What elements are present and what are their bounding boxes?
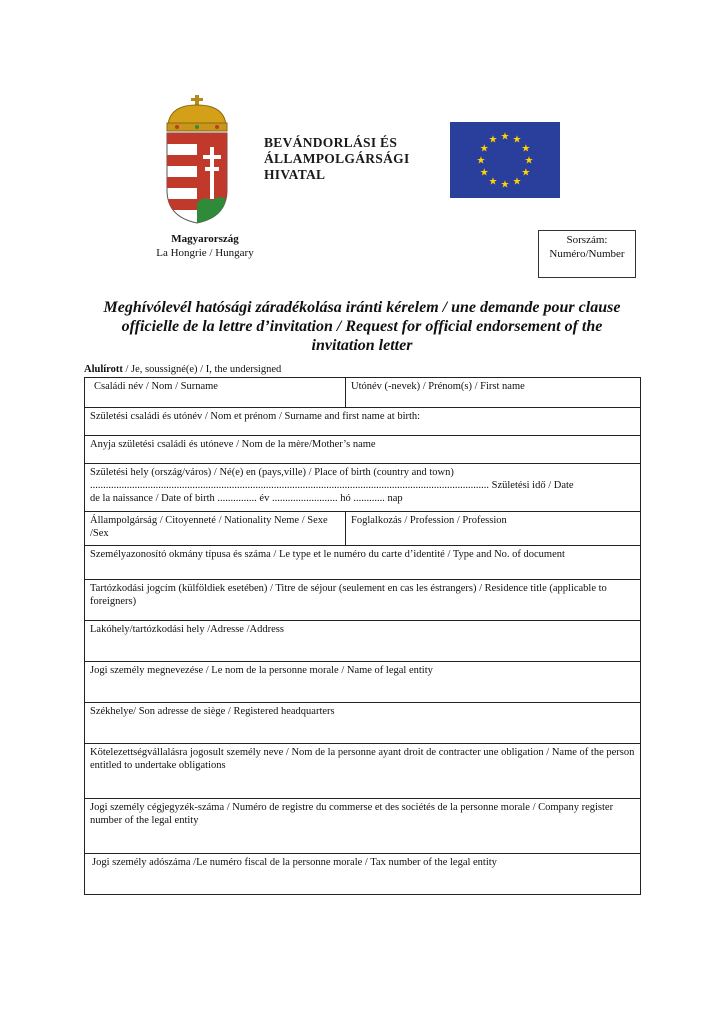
eu-star-icon: ★ <box>512 176 522 188</box>
row-birth-place <box>85 464 641 512</box>
country-fr-en: La Hongrie / Hungary <box>156 247 254 259</box>
id-document-label: Személyazonosító okmány típusa és száma / Le type et le numéro du carte d’identité / Type and No. of document <box>90 549 565 560</box>
eu-star-icon: ★ <box>500 179 510 191</box>
row-obligation-person <box>85 744 641 799</box>
application-form <box>84 377 641 895</box>
address-field[interactable] <box>85 621 641 662</box>
profession-field[interactable] <box>346 512 641 546</box>
row-mother-name <box>85 436 641 464</box>
tax-number-label: Jogi személy adószáma /Le numéro fiscal de la personne morale / Tax number of the legal entity <box>92 857 497 868</box>
row-birth-name <box>85 408 641 436</box>
row-address <box>85 621 641 662</box>
undersigned-rest: / Je, soussigné(e) / I, the undersigned <box>122 364 282 375</box>
row-company-register <box>85 799 641 854</box>
office-name-line2: ÁLLAMPOLGÁRSÁGI <box>264 151 410 166</box>
row-residence-title <box>85 580 641 621</box>
first-name-label: Utónév (-nevek) / Prénom(s) / First name <box>351 381 525 392</box>
eu-flag <box>450 122 560 198</box>
company-register-label: Jogi személy cégjegyzék-száma / Numéro de registre du commerse et des sociétés de la personne morale / Company register number of the legal entity <box>90 802 614 826</box>
birth-name-label: Születési családi és utónév / Nom et prénom / Surname and first name at birth: <box>90 411 421 422</box>
hungary-coat-of-arms <box>162 95 232 225</box>
country-hu: Magyarország <box>171 233 239 245</box>
title-line3: invitation letter <box>311 337 413 354</box>
eu-star-icon: ★ <box>521 167 531 179</box>
row-nationality <box>85 512 641 546</box>
row-id-document <box>85 546 641 580</box>
eu-star-icon: ★ <box>524 155 534 167</box>
birth-place-line1: Születési hely (ország/város) / Né(e) en (pays,ville) / Place of birth (country and town) <box>90 467 454 478</box>
eu-star-icon: ★ <box>521 143 531 155</box>
birth-place-field[interactable] <box>85 464 641 512</box>
eu-star-icon: ★ <box>479 143 489 155</box>
surname-field[interactable] <box>85 378 346 408</box>
eu-star-icon: ★ <box>488 134 498 146</box>
headquarters-label: Székhelye/ Son adresse de siège / Registered headquarters <box>90 706 335 717</box>
eu-star-icon: ★ <box>479 167 489 179</box>
title-line2: officielle de la lettre d’invitation / Request for official endorsement of the <box>121 318 603 335</box>
birth-name-field[interactable] <box>85 408 641 436</box>
legal-entity-name-field[interactable] <box>85 662 641 703</box>
serial-number-box[interactable] <box>538 230 636 278</box>
birth-place-line3: de la naissance / Date of birth ............... év ......................... hó ............ nap <box>90 493 403 504</box>
serial-label-hu: Sorszám: <box>566 234 608 246</box>
country-label <box>140 232 270 260</box>
id-document-field[interactable] <box>85 546 641 580</box>
nationality-label: Állampolgárság / Citoyenneté / Nationality Neme / Sexe /Sex <box>90 515 328 539</box>
obligation-person-field[interactable] <box>85 744 641 799</box>
eu-star-icon: ★ <box>512 134 522 146</box>
profession-label: Foglalkozás / Profession / Profession <box>351 515 507 526</box>
first-name-field[interactable] <box>346 378 641 408</box>
document-title <box>92 298 632 355</box>
office-name-line3: HIVATAL <box>264 167 326 182</box>
eu-star-icon: ★ <box>476 155 486 167</box>
row-headquarters <box>85 703 641 744</box>
office-name <box>264 135 434 183</box>
residence-title-field[interactable] <box>85 580 641 621</box>
nationality-field[interactable] <box>85 512 346 546</box>
title-line1: Meghívólevél hatósági záradékolása iránti kérelem / une demande pour clause <box>103 299 621 316</box>
office-name-line1: BEVÁNDORLÁSI ÉS <box>264 135 398 150</box>
mother-name-field[interactable] <box>85 436 641 464</box>
row-tax-number <box>85 854 641 895</box>
tax-number-field[interactable] <box>85 854 641 895</box>
row-legal-entity-name <box>85 662 641 703</box>
headquarters-field[interactable] <box>85 703 641 744</box>
eu-star-icon: ★ <box>488 176 498 188</box>
surname-label: Családi név / Nom / Surname <box>94 381 218 392</box>
obligation-person-label: Kötelezettségvállalásra jogosult személy neve / Nom de la personne ayant droit de contracter une obligation / Name of the person entitled to undertake obligations <box>90 747 635 771</box>
serial-label-fr-en: Numéro/Number <box>549 248 625 260</box>
address-label: Lakóhely/tartózkodási hely /Adresse /Address <box>90 624 284 635</box>
mother-name-label: Anyja születési családi és utóneve / Nom de la mère/Mother’s name <box>90 439 376 450</box>
company-register-field[interactable] <box>85 799 641 854</box>
undersigned-bold: Alulírott <box>84 364 123 375</box>
residence-title-label: Tartózkodási jogcím (külföldiek esetében) / Titre de séjour (seulement en cas les éstrangers) / Residence title (applicable to foreigners) <box>90 583 607 607</box>
birth-place-line2: ........................................................................................................................................................ Születési idő / Date <box>90 480 574 491</box>
eu-star-icon: ★ <box>500 131 510 143</box>
undersigned-label <box>84 364 281 375</box>
legal-entity-name-label: Jogi személy megnevezése / Le nom de la personne morale / Name of legal entity <box>90 665 433 676</box>
row-names <box>85 378 641 408</box>
